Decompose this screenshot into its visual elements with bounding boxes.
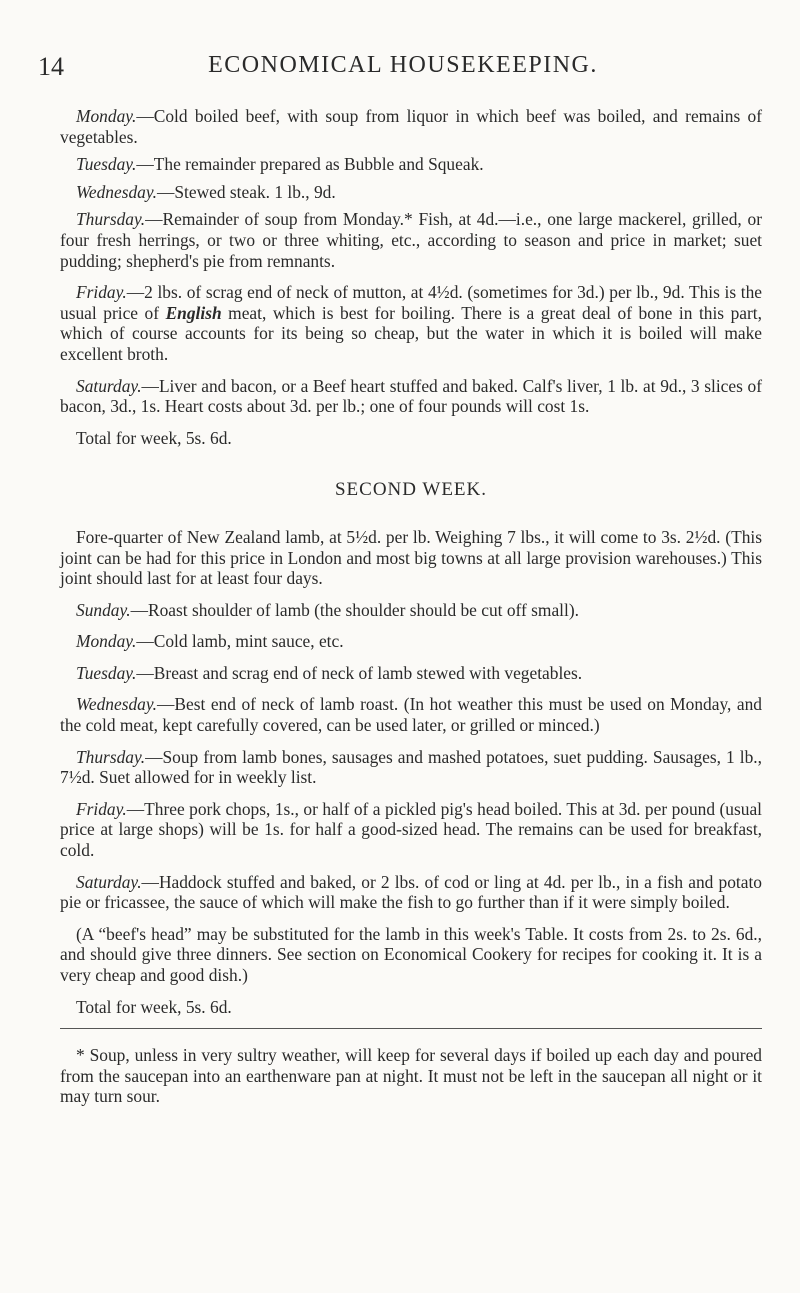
week2-intro: Fore-quarter of New Zealand lamb, at 5½d. per lb. Weighing 7 lbs., it will come to 3s. 2½d. (This joint can be had for this price in London and most big towns at all large provision warehouses.) This joint should last for at least four days.: [60, 526, 762, 589]
entry-text: —Remainder of soup from Monday.* Fish, at 4d.—i.e., one large mackerel, grilled, or four fresh herrings, or two or three whiting, etc., according to season and price in market; suet pudding; shepherd's pie from remnants.: [60, 209, 762, 271]
week2-monday: [60, 631, 762, 652]
week1-saturday: [60, 376, 762, 417]
week2-total: Total for week, 5s. 6d.: [76, 996, 232, 1017]
entry-text: —Breast and scrag end of neck of lamb stewed with vegetables.: [136, 662, 583, 683]
entry-text: —Cold lamb, mint sauce, etc.: [136, 631, 344, 652]
page-number: 14: [38, 52, 64, 81]
day-label: Tuesday.: [76, 154, 137, 175]
entry-text: —Liver and bacon, or a Beef heart stuffed and baked. Calf's liver, 1 lb. at 9d., 3 slices of bacon, 3d., 1s. Heart costs about 3d. per lb.; one of four pounds will cost 1s.: [60, 375, 762, 417]
week1-total: Total for week, 5s. 6d.: [76, 427, 232, 448]
section-heading: SECOND WEEK.: [334, 479, 488, 501]
week2-sunday: [60, 600, 762, 621]
week2-thursday: [60, 747, 762, 788]
week1-wednesday: [60, 182, 762, 203]
day-label: Wednesday.: [76, 181, 157, 202]
day-label: Friday.: [76, 282, 127, 303]
day-label: Wednesday.: [76, 694, 157, 715]
entry-text: —Soup from lamb bones, sausages and mashed potatoes, suet pudding. Sausages, 1 lb., 7½d. Suet allowed for in weekly list.: [60, 746, 762, 788]
page-body: [60, 106, 762, 1106]
week2-note: (A “beef's head” may be substituted for the lamb in this week's Table. It costs from 2s. to 2s. 6d., and should give three dinners. See section on Economical Cookery for recipes for cooking it. It is a very cheap and good dish.): [60, 923, 762, 985]
day-label: Tuesday.: [76, 662, 137, 683]
day-label: Saturday.: [76, 871, 142, 892]
entry-text: meat, which is best for boiling. There is a great deal of bone in this part, which of course accounts for its being so cheap, but the water in which it is boiled will make excellent broth.: [60, 302, 762, 364]
day-label: Thursday.: [76, 209, 146, 230]
week2-friday: [60, 799, 762, 861]
day-label: Monday.: [76, 106, 137, 126]
entry-text: —Roast shoulder of lamb (the shoulder should be cut off small).: [130, 599, 579, 620]
footnote-rule: [60, 1028, 762, 1029]
entry-text: —Haddock stuffed and baked, or 2 lbs. of cod or ling at 4d. per lb., in a fish and potato pie or fricassee, the sauce of which will make the fish to go further than if it were simply boiled.: [60, 871, 762, 913]
week1-friday: [60, 282, 762, 364]
running-head: ECONOMICAL HOUSEKEEPING.: [208, 52, 598, 78]
day-label: Thursday.: [76, 746, 146, 767]
week1-monday: [60, 106, 762, 147]
week2-saturday: [60, 872, 762, 913]
week1-tuesday: [60, 154, 762, 175]
entry-text: —2 lbs. of scrag end of neck of mutton, at 4½d. (sometimes for 3d.) per lb., 9d. This is the usual price of: [60, 282, 762, 323]
emphasis-text: English: [165, 302, 222, 323]
entry-text: —Cold boiled beef, with soup from liquor in which beef was boiled, and remains of vegetables.: [60, 106, 762, 147]
week2-wednesday: [60, 694, 762, 735]
day-label: Saturday.: [76, 375, 142, 396]
day-label: Sunday.: [76, 599, 131, 620]
entry-text: —Three pork chops, 1s., or half of a pickled pig's head boiled. This at 3d. per pound (usual price at large shops) will be 1s. for half a good-sized head. The remains can be used for breakfast, cold.: [60, 798, 762, 861]
entry-text: —Stewed steak. 1 lb., 9d.: [156, 181, 336, 202]
day-label: Monday.: [76, 631, 137, 652]
week1-thursday: [60, 209, 762, 271]
entry-text: —Best end of neck of lamb roast. (In hot weather this must be used on Monday, and the cold meat, kept carefully covered, can be used later, or grilled or minced.): [60, 694, 762, 736]
week2-tuesday: [60, 663, 762, 684]
page-header: [38, 52, 768, 88]
entry-text: —The remainder prepared as Bubble and Squeak.: [136, 154, 484, 175]
day-label: Friday.: [76, 798, 127, 819]
footnote: * Soup, unless in very sultry weather, will keep for several days if boiled up each day and poured from the saucepan into an earthenware pan at night. It must not be left in the saucepan all night or it may turn sour.: [60, 1045, 762, 1106]
